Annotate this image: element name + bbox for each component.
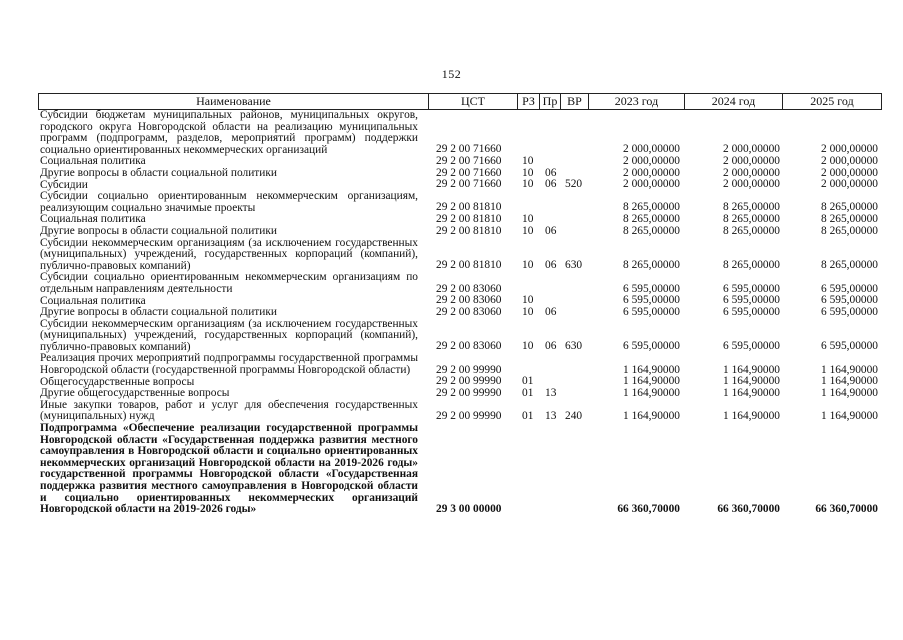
header-2024: 2024 год xyxy=(684,94,782,109)
amount-2024: 2 000,00000 xyxy=(723,166,780,179)
pr-code: 13 xyxy=(545,386,557,399)
table-row xyxy=(38,110,882,156)
pr-code: 13 xyxy=(545,410,557,423)
amount-2024: 6 595,00000 xyxy=(723,340,780,353)
amount-2024: 2 000,00000 xyxy=(723,154,780,167)
cst-code: 29 2 00 81810 xyxy=(436,224,502,237)
row-name: Субсидии социально ориентированным некоммерческим организациям по отдельным направлениям деятельности xyxy=(40,271,418,295)
vr-code: 630 xyxy=(565,259,583,272)
amount-2024: 6 595,00000 xyxy=(723,282,780,295)
header-name: Наименование xyxy=(196,94,271,108)
amount-2024: 1 164,90000 xyxy=(723,386,780,399)
amount-2025: 6 595,00000 xyxy=(821,305,878,318)
header-2023: 2023 год xyxy=(588,94,684,109)
amount-2024: 6 595,00000 xyxy=(723,294,780,307)
amount-2025: 6 595,00000 xyxy=(821,340,878,353)
table-row xyxy=(38,423,882,516)
header-2025: 2025 год xyxy=(782,94,881,109)
table-row xyxy=(38,400,882,423)
amount-2025: 8 265,00000 xyxy=(821,224,878,237)
amount-2025: 8 265,00000 xyxy=(821,259,878,272)
cst-code: 29 2 00 83060 xyxy=(436,282,502,295)
row-name: Социальная политика xyxy=(40,155,146,168)
amount-2024: 8 265,00000 xyxy=(723,224,780,237)
amount-2024: 8 265,00000 xyxy=(723,201,780,214)
amount-2025: 8 265,00000 xyxy=(821,201,878,214)
cst-code: 29 2 00 71660 xyxy=(436,178,502,191)
amount-2023: 8 265,00000 xyxy=(623,224,680,237)
amount-2023: 8 265,00000 xyxy=(623,212,680,225)
rz-code: 10 xyxy=(522,305,534,318)
row-name: Иные закупки товаров, работ и услуг для обеспечения государственных (муниципальных) нужд xyxy=(40,398,418,423)
amount-2025: 2 000,00000 xyxy=(821,154,878,167)
amount-2025: 66 360,70000 xyxy=(815,502,878,515)
amount-2024: 8 265,00000 xyxy=(723,259,780,272)
table-row xyxy=(38,226,882,238)
amount-2025: 6 595,00000 xyxy=(821,294,878,307)
amount-2024: 1 164,90000 xyxy=(723,410,780,423)
amount-2025: 8 265,00000 xyxy=(821,212,878,225)
pr-code: 06 xyxy=(545,224,557,237)
amount-2024: 2 000,00000 xyxy=(723,178,780,191)
amount-2024: 8 265,00000 xyxy=(723,212,780,225)
amount-2024: 66 360,70000 xyxy=(717,502,780,515)
vr-code: 630 xyxy=(565,340,583,353)
amount-2025: 1 164,90000 xyxy=(821,410,878,423)
table-header xyxy=(38,93,882,110)
cst-code: 29 2 00 81810 xyxy=(436,201,502,214)
pr-code: 06 xyxy=(545,166,557,179)
rz-code: 10 xyxy=(522,294,534,307)
rz-code: 01 xyxy=(522,375,534,388)
vr-code: 240 xyxy=(565,410,583,423)
amount-2023: 2 000,00000 xyxy=(623,166,680,179)
pr-code: 06 xyxy=(545,259,557,272)
amount-2023: 6 595,00000 xyxy=(623,305,680,318)
cst-code: 29 2 00 81810 xyxy=(436,212,502,225)
table-row xyxy=(38,191,882,214)
cst-code: 29 2 00 71660 xyxy=(436,154,502,167)
amount-2023: 2 000,00000 xyxy=(623,154,680,167)
amount-2023: 1 164,90000 xyxy=(623,386,680,399)
cst-code: 29 2 00 71660 xyxy=(436,143,502,156)
cst-code: 29 2 00 99990 xyxy=(436,375,502,388)
cst-code: 29 2 00 83060 xyxy=(436,294,502,307)
amount-2024: 2 000,00000 xyxy=(723,143,780,156)
amount-2025: 2 000,00000 xyxy=(821,178,878,191)
amount-2025: 1 164,90000 xyxy=(821,375,878,388)
vr-code: 520 xyxy=(565,178,583,191)
cst-code: 29 2 00 99990 xyxy=(436,363,502,376)
amount-2024: 1 164,90000 xyxy=(723,375,780,388)
row-name: Другие общегосударственные вопросы xyxy=(40,387,230,400)
amount-2023: 8 265,00000 xyxy=(623,201,680,214)
pr-code: 06 xyxy=(545,340,557,353)
cst-code: 29 2 00 99990 xyxy=(436,386,502,399)
row-name: Субсидии бюджетам муниципальных районов, муниципальных округов, городского округа Новгородской области на реализацию муниципальных программ (подпрограмм, разделов, мероприятий программ) поддержки социально ориентированных некоммерческих организаций xyxy=(40,109,418,156)
table-row xyxy=(38,319,882,354)
amount-2023: 6 595,00000 xyxy=(623,340,680,353)
table-row xyxy=(38,272,882,295)
cst-code: 29 2 00 71660 xyxy=(436,166,502,179)
row-name: Субсидии социально ориентированным некоммерческим организациям, реализующим социально значимые проекты xyxy=(40,190,418,214)
amount-2025: 2 000,00000 xyxy=(821,166,878,179)
row-name: Другие вопросы в области социальной политики xyxy=(40,166,277,179)
cst-code: 29 2 00 81810 xyxy=(436,259,502,272)
row-name: Другие вопросы в области социальной политики xyxy=(40,224,277,237)
amount-2024: 1 164,90000 xyxy=(723,363,780,376)
row-name: Реализация прочих мероприятий подпрограммы государственной программы Новгородской области (государственной программы Новгородской области) xyxy=(40,352,418,377)
row-name: Другие вопросы в области социальной политики xyxy=(40,306,277,319)
pr-code: 06 xyxy=(545,178,557,191)
amount-2023: 1 164,90000 xyxy=(623,363,680,376)
amount-2023: 2 000,00000 xyxy=(623,143,680,156)
rz-code: 10 xyxy=(522,178,534,191)
row-name: Субсидии некоммерческим организациям (за исключением государственных (муниципальных) учреждений, государственных корпораций (компаний), публично-правовых компаний) xyxy=(40,317,418,353)
amount-2023: 8 265,00000 xyxy=(623,259,680,272)
amount-2023: 66 360,70000 xyxy=(617,502,680,515)
pr-code: 06 xyxy=(545,305,557,318)
cst-code: 29 2 00 99990 xyxy=(436,410,502,423)
rz-code: 01 xyxy=(522,386,534,399)
amount-2024: 6 595,00000 xyxy=(723,305,780,318)
rz-code: 10 xyxy=(522,166,534,179)
header-rz: РЗ xyxy=(517,94,539,109)
row-name: Субсидии xyxy=(40,178,88,191)
amount-2025: 2 000,00000 xyxy=(821,143,878,156)
amount-2023: 1 164,90000 xyxy=(623,375,680,388)
rz-code: 10 xyxy=(522,224,534,237)
page-number: 152 xyxy=(441,67,462,81)
table-row xyxy=(38,353,882,376)
row-name: Субсидии некоммерческим организациям (за исключением государственных (муниципальных) учреждений, государственных корпораций (компаний), публично-правовых компаний) xyxy=(40,236,418,272)
cst-code: 29 2 00 83060 xyxy=(436,305,502,318)
row-name: Социальная политика xyxy=(40,294,146,307)
amount-2025: 1 164,90000 xyxy=(821,363,878,376)
amount-2023: 6 595,00000 xyxy=(623,282,680,295)
cst-code: 29 2 00 83060 xyxy=(436,340,502,353)
rz-code: 10 xyxy=(522,154,534,167)
header-vr: ВР xyxy=(560,94,588,109)
amount-2023: 1 164,90000 xyxy=(623,410,680,423)
rz-code: 10 xyxy=(522,340,534,353)
row-name: Общегосударственные вопросы xyxy=(40,375,195,388)
cst-code: 29 3 00 00000 xyxy=(436,502,502,515)
header-cst: ЦСТ xyxy=(428,94,517,109)
header-pr: Пр xyxy=(539,94,560,109)
amount-2025: 6 595,00000 xyxy=(821,282,878,295)
table-row xyxy=(38,307,882,319)
amount-2023: 6 595,00000 xyxy=(623,294,680,307)
amount-2025: 1 164,90000 xyxy=(821,386,878,399)
row-name: Социальная политика xyxy=(40,213,146,226)
table-body xyxy=(38,110,882,516)
rz-code: 10 xyxy=(522,259,534,272)
row-name: Подпрограмма «Обеспечение реализации государственной программы Новгородской области «Государственная поддержка развития местного самоуправления в Новгородской области и социально ориентированных некоммерческих организаций Новгородской области на 2019-2026 годы» государственной программы Новгородской области «Государственная поддержка развития местного самоуправления в Новгородской области и социально ориентированных некоммерческих организаций Новгородской области на 2019-2026 годы» xyxy=(40,422,418,516)
rz-code: 01 xyxy=(522,410,534,423)
budget-table xyxy=(38,93,882,516)
rz-code: 10 xyxy=(522,212,534,225)
amount-2023: 2 000,00000 xyxy=(623,178,680,191)
table-row xyxy=(38,238,882,273)
